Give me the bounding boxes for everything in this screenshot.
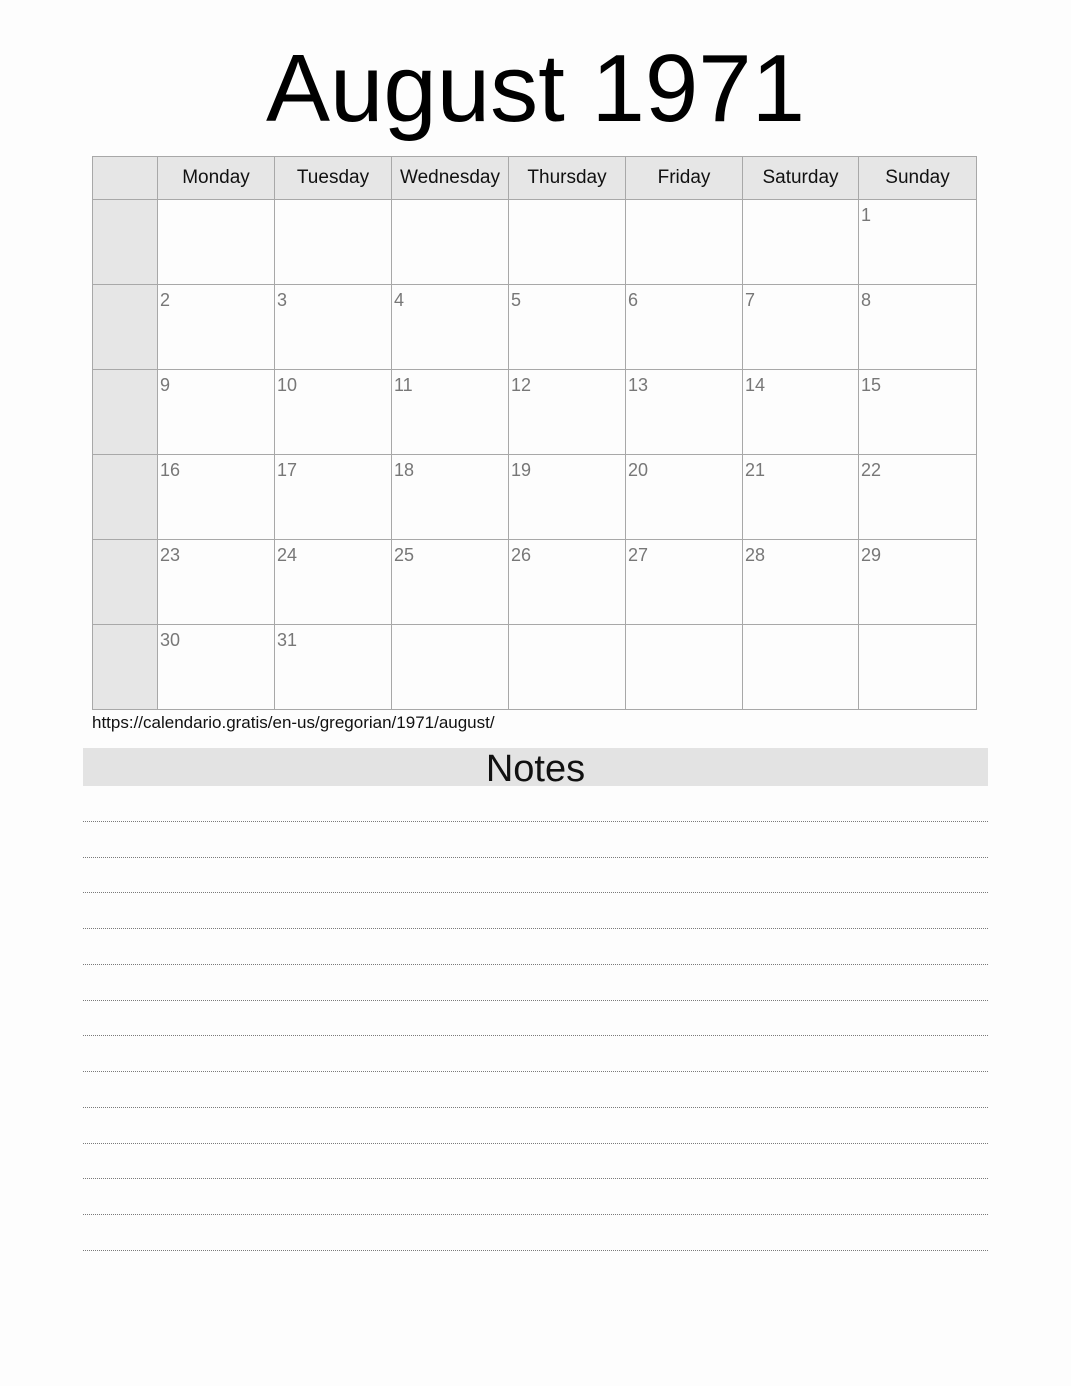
weekday-header: Monday [158,157,275,200]
day-cell[interactable] [158,200,275,285]
notes-title: Notes [83,748,988,786]
week-column-cell [93,200,158,285]
day-cell[interactable] [392,455,509,540]
notes-line[interactable] [83,929,988,965]
notes-line[interactable] [83,893,988,929]
day-cell[interactable] [743,455,859,540]
day-cell[interactable] [509,285,626,370]
week-row [93,455,977,540]
day-number: 19 [511,460,532,480]
day-number [392,625,508,630]
day-cell[interactable] [275,370,392,455]
notes-line[interactable] [83,1001,988,1037]
day-number: 25 [394,545,415,565]
day-number: 16 [160,460,181,480]
calendar-title: August 1971 [265,35,806,142]
day-cell[interactable] [275,285,392,370]
day-number [743,625,858,630]
week-column-cell [93,455,158,540]
day-number: 15 [861,375,882,395]
day-number: 17 [277,460,298,480]
source-url: https://calendario.gratis/en-us/gregorian/1971/august/ [92,713,495,732]
notes-line[interactable] [83,858,988,894]
day-number: 5 [511,290,522,310]
day-number: 18 [394,460,415,480]
day-number: 23 [160,545,181,565]
weekday-header: Thursday [509,157,626,200]
day-number [626,200,742,205]
day-number [626,625,742,630]
day-cell[interactable] [859,200,977,285]
day-cell[interactable] [626,370,743,455]
notes-line[interactable] [83,1036,988,1072]
day-cell[interactable] [859,540,977,625]
day-number: 27 [628,545,649,565]
day-number: 6 [628,290,639,310]
day-number [859,625,976,630]
weekday-header: Wednesday [392,157,509,200]
day-number [158,200,274,205]
day-number: 8 [861,290,872,310]
day-number: 30 [160,630,181,650]
week-column-header [93,157,158,200]
notes-line[interactable] [83,822,988,858]
day-number [275,200,391,205]
day-cell[interactable] [158,540,275,625]
day-cell[interactable] [743,625,859,710]
day-cell[interactable] [743,200,859,285]
week-column-cell [93,540,158,625]
day-number: 9 [160,375,171,395]
notes-line[interactable] [83,1108,988,1144]
day-number [509,200,625,205]
day-number: 7 [745,290,756,310]
day-number: 28 [745,545,766,565]
day-cell[interactable] [158,370,275,455]
day-number: 31 [277,630,298,650]
day-cell[interactable] [275,625,392,710]
weekday-header-row [93,157,977,200]
day-cell[interactable] [275,540,392,625]
day-cell[interactable] [275,455,392,540]
week-row [93,200,977,285]
day-cell[interactable] [392,625,509,710]
day-number: 3 [277,290,288,310]
notes-line[interactable] [83,1072,988,1108]
day-cell[interactable] [509,625,626,710]
day-cell[interactable] [743,285,859,370]
day-cell[interactable] [743,370,859,455]
day-cell[interactable] [509,370,626,455]
day-number: 14 [745,375,766,395]
day-cell[interactable] [859,285,977,370]
day-number: 1 [861,205,872,225]
notes-line[interactable] [83,786,988,822]
weekday-header: Saturday [743,157,859,200]
day-cell[interactable] [158,285,275,370]
week-row [93,540,977,625]
notes-line[interactable] [83,965,988,1001]
weekday-header: Tuesday [275,157,392,200]
week-column-cell [93,285,158,370]
calendar-grid [92,156,977,710]
day-cell[interactable] [509,200,626,285]
day-number: 12 [511,375,532,395]
day-number: 21 [745,460,766,480]
day-cell[interactable] [392,370,509,455]
day-number [743,200,858,205]
day-number: 24 [277,545,298,565]
day-cell[interactable] [509,455,626,540]
weekday-header: Friday [626,157,743,200]
day-cell[interactable] [392,540,509,625]
day-cell[interactable] [626,200,743,285]
day-number: 2 [160,290,171,310]
day-number: 10 [277,375,298,395]
day-cell[interactable] [626,540,743,625]
day-cell[interactable] [392,200,509,285]
day-cell[interactable] [626,455,743,540]
day-cell[interactable] [158,625,275,710]
week-column-cell [93,370,158,455]
day-number: 20 [628,460,649,480]
notes-lines [83,786,988,1251]
day-number: 13 [628,375,649,395]
day-cell[interactable] [392,285,509,370]
day-number [509,625,625,630]
day-cell[interactable] [859,370,977,455]
week-row [93,370,977,455]
day-number: 26 [511,545,532,565]
day-cell[interactable] [626,625,743,710]
day-cell[interactable] [859,455,977,540]
week-column-cell [93,625,158,710]
day-number: 11 [394,375,413,395]
notes-line[interactable] [83,1215,988,1251]
day-cell[interactable] [509,540,626,625]
weekday-header: Sunday [859,157,977,200]
day-cell[interactable] [626,285,743,370]
day-number: 4 [394,290,405,310]
day-number [392,200,508,205]
week-row [93,285,977,370]
day-cell[interactable] [859,625,977,710]
day-number: 29 [861,545,882,565]
notes-line[interactable] [83,1179,988,1215]
day-cell[interactable] [158,455,275,540]
day-cell[interactable] [275,200,392,285]
notes-line[interactable] [83,1144,988,1180]
day-number: 22 [861,460,882,480]
day-cell[interactable] [743,540,859,625]
week-row [93,625,977,710]
